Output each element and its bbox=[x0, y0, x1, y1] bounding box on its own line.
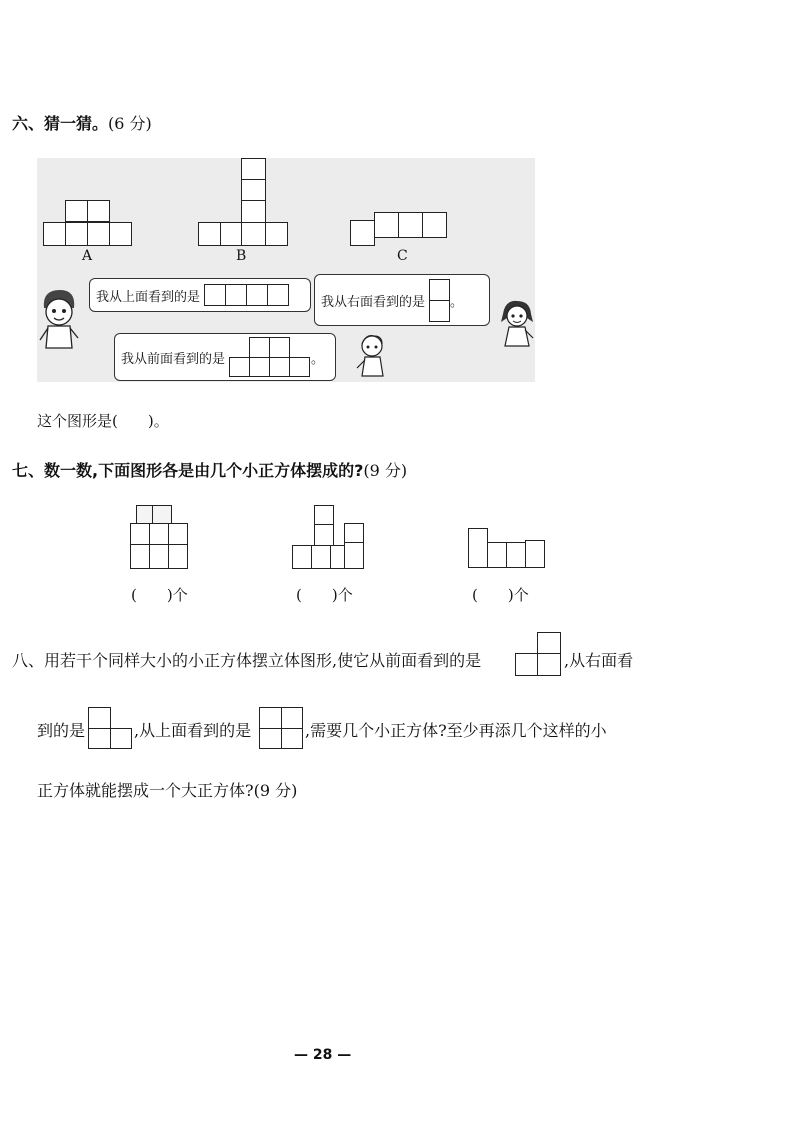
count-figure-2 bbox=[292, 505, 370, 569]
figure-b-label: B bbox=[236, 248, 247, 264]
section-8-line-1b: ,从右面看 bbox=[564, 651, 634, 670]
speech-bubble-right-view bbox=[314, 274, 490, 326]
front-view-shape bbox=[515, 632, 561, 676]
right-view-period: 。 bbox=[450, 294, 464, 310]
figure-c-label: C bbox=[397, 248, 408, 264]
front-view-period: 。 bbox=[311, 351, 325, 367]
child-character-icon bbox=[352, 330, 392, 380]
boy-character-icon bbox=[36, 286, 82, 354]
right-view-shape bbox=[88, 707, 132, 749]
count-answer-1: ( )个 bbox=[131, 586, 188, 604]
count-answer-3: ( )个 bbox=[472, 586, 529, 604]
section-6-heading: 六、猜一猜。 bbox=[12, 114, 109, 133]
top-view-grid bbox=[204, 284, 289, 306]
figure-b-cubes bbox=[198, 158, 290, 246]
speech-bubble-top-view bbox=[89, 278, 311, 312]
section-6-answer-line: 这个图形是( )。 bbox=[37, 412, 169, 430]
section-6-title bbox=[12, 111, 152, 134]
girl-character-icon bbox=[497, 298, 537, 350]
speech-text-right-view: 我从右面看到的是 bbox=[321, 294, 426, 310]
figure-a-cubes bbox=[43, 200, 133, 246]
count-answer-2: ( )个 bbox=[296, 586, 353, 604]
section-8-line-2b: ,从上面看到的是 bbox=[134, 721, 252, 740]
section-6-points: (6 分) bbox=[108, 114, 152, 133]
section-8-line-1a: 八、用若干个同样大小的小正方体摆立体图形,使它从前面看到的是 bbox=[12, 651, 482, 670]
speech-bubble-front-view bbox=[114, 333, 336, 381]
front-view-grid bbox=[229, 337, 311, 377]
section-8-line-2a: 到的是 bbox=[37, 721, 86, 740]
section-7-title bbox=[12, 458, 407, 481]
figure-a-label: A bbox=[82, 248, 93, 264]
speech-text-front-view: 我从前面看到的是 bbox=[121, 351, 226, 367]
section-8-line-3: 正方体就能摆成一个大正方体?(9 分) bbox=[37, 781, 298, 800]
speech-text-top-view: 我从上面看到的是 bbox=[96, 289, 201, 305]
figure-c-cubes bbox=[350, 212, 448, 246]
section-7-points: (9 分) bbox=[363, 461, 408, 480]
count-figure-3 bbox=[466, 528, 546, 568]
count-figure-1 bbox=[130, 505, 192, 569]
section-7-heading: 七、数一数,下面图形各是由几个小正方体摆成的? bbox=[12, 461, 364, 480]
section-8-line-2c: ,需要几个小正方体?至少再添几个这样的小 bbox=[305, 721, 607, 740]
top-view-shape bbox=[259, 707, 303, 749]
page-number: — 28 — bbox=[294, 1047, 352, 1063]
right-view-grid bbox=[429, 279, 450, 322]
